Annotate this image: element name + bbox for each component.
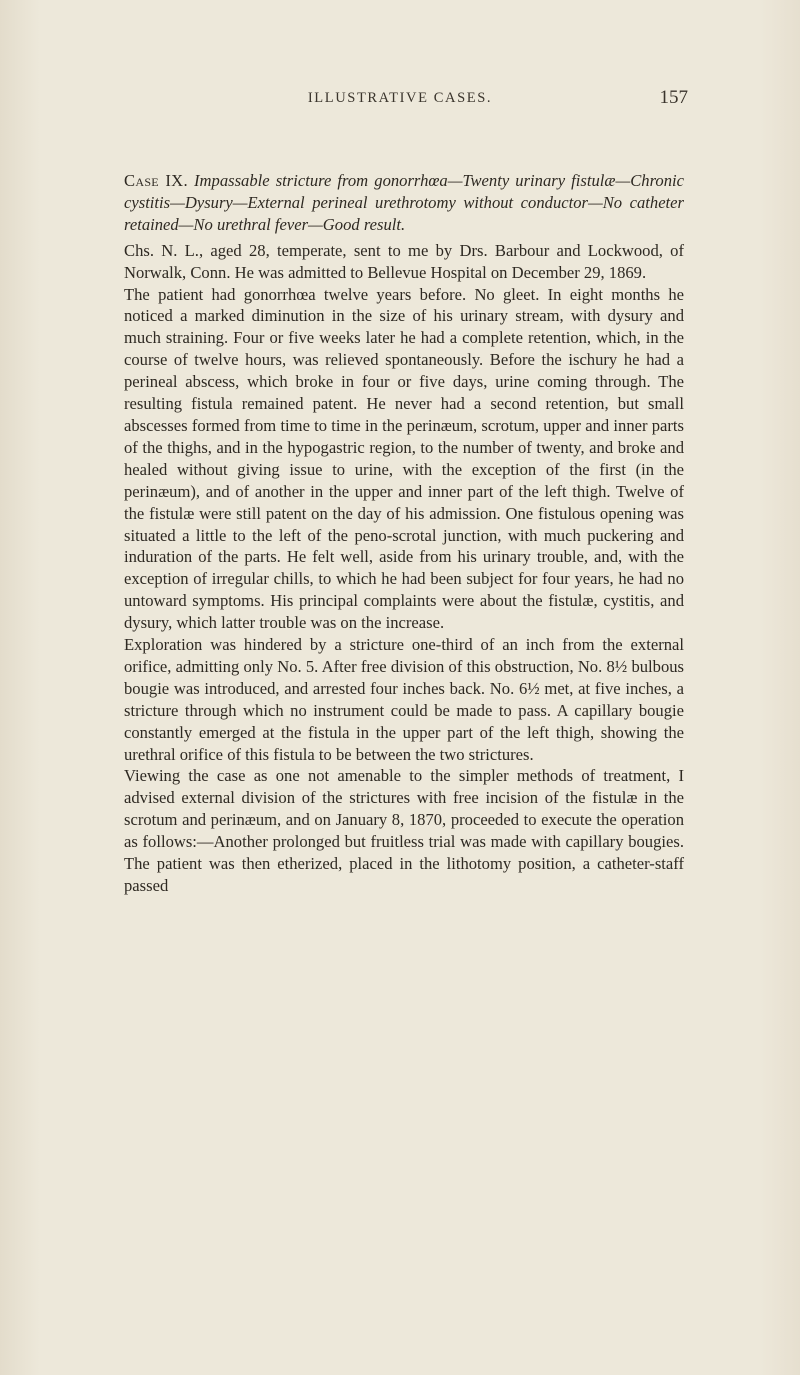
paragraph-patient-intro: Chs. N. L., aged 28, temperate, sent to me by Drs. Barbour and Lockwood, of Norwalk, Conn. He was admitted to Bellevue Hospital on December 29, 1869. — [124, 240, 684, 282]
running-title: ILLUSTRATIVE CASES. — [307, 90, 493, 106]
paragraph-exploration: Exploration was hindered by a stricture one-third of an inch from the external orifice, admitting only No. 5. After free division of this obstruction, No. 8½ bulbous bougie was introduced, and arrested four inches back. No. 6½ met, at five inches, a stricture through which no instrument could be made to pass. A capillary bougie constantly emerged at the fistula in the upper part of the left thigh, showing the urethral orifice of this fistula to be between the two strictures. — [124, 635, 684, 764]
paragraph-operation: Viewing the case as one not amenable to the simpler methods of treatment, I advised external division of the strictures with free incision of the fistulæ in the scrotum and perinæum, and on January 8, 1870, proceeded to execute the operation as follows:—Another prolonged but fruitless trial was made with capillary bougies. The patient was then etherized, placed in the lithotomy position, a catheter-staff passed — [124, 766, 684, 895]
page-number: 157 — [659, 87, 688, 108]
body-text — [124, 170, 684, 897]
case-heading — [124, 170, 684, 236]
case-subtitle: Impassable stricture from gonorrhœa—Twenty urinary fistulæ—Chronic cystitis—Dysury—External perineal urethrotomy without conductor—No catheter retained—No urethral fever—Good result. — [124, 171, 684, 234]
running-head — [0, 87, 800, 116]
paragraph-history: The patient had gonorrhœa twelve years before. No gleet. In eight months he noticed a marked diminution in the size of his urinary stream, with dysury and much straining. Four or five weeks later he had a complete retention, which, in the course of twelve hours, was relieved spontaneously. Before the ischury he had a perineal abscess, which broke in four or five days, urine coming through. The resulting fistula remained patent. He never had a second retention, but small abscesses formed from time to time in the perinæum, scrotum, upper and inner parts of the thighs, and in the hypogastric region, to the number of twenty, and broke and healed without giving issue to urine, with the exception of the first (in the perinæum), and of another in the upper and inner part of the left thigh. Twelve of the fistulæ were still patent on the day of his admission. One fistulous opening was situated a little to the left of the peno-scrotal junction, with much puckering and induration of the parts. He felt well, aside from his urinary trouble, and, with the exception of irregular chills, to which he had been subject for four years, he had no untoward symptoms. His principal complaints were about the fistulæ, cystitis, and dysury, which latter trouble was on the increase. — [124, 284, 684, 633]
case-label: Case IX. — [124, 171, 188, 190]
